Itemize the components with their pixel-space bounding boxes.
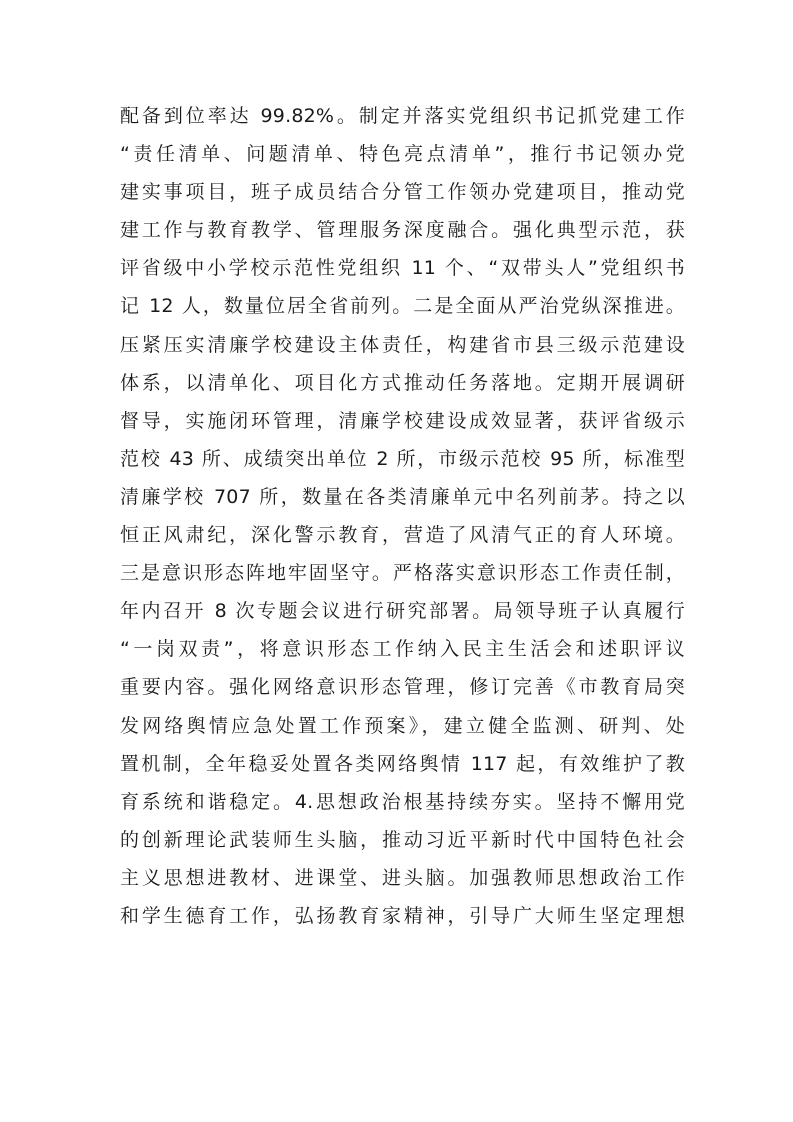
text-line-19: 育系统和谐稳定。4.思想政治根基持续夯实。坚持不懈用党	[120, 790, 685, 813]
text-line-17: 发网络舆情应急处置工作预案》，建立健全监测、研判、处	[120, 714, 685, 737]
text-line-5: 评省级中小学校示范性党组织 11 个、“双带头人”党组织书	[120, 257, 685, 280]
text-line-18: 置机制，全年稳妥处置各类网络舆情 117 起，有效维护了教	[120, 752, 685, 775]
text-line-2: “责任清单、问题清单、特色亮点清单”，推行书记领办党	[120, 143, 685, 166]
text-line-6: 记 12 人，数量位居全省前列。二是全面从严治党纵深推进。	[120, 295, 685, 318]
text-line-14: 年内召开 8 次专题会议进行研究部署。局领导班子认真履行	[120, 600, 685, 623]
body-text	[120, 97, 685, 935]
text-line-22: 和学生德育工作，弘扬教育家精神，引导广大师生坚定理想	[120, 904, 685, 927]
text-line-16: 重要内容。强化网络意识形态管理，修订完善《市教育局突	[120, 676, 685, 699]
text-line-20: 的创新理论武装师生头脑，推动习近平新时代中国特色社会	[120, 828, 685, 851]
text-line-4: 建工作与教育教学、管理服务深度融合。强化典型示范，获	[120, 219, 685, 242]
text-line-10: 范校 43 所、成绩突出单位 2 所，市级示范校 95 所，标准型	[120, 447, 685, 470]
text-line-12: 恒正风肃纪，深化警示教育，营造了风清气正的育人环境。	[120, 524, 685, 547]
text-line-21: 主义思想进教材、进课堂、进头脑。加强教师思想政治工作	[120, 866, 685, 889]
text-line-8: 体系，以清单化、项目化方式推动任务落地。定期开展调研	[120, 371, 685, 394]
text-line-3: 建实事项目，班子成员结合分管工作领办党建项目，推动党	[120, 181, 685, 204]
text-line-1: 配备到位率达 99.82%。制定并落实党组织书记抓党建工作	[120, 105, 685, 127]
text-line-13: 三是意识形态阵地牢固坚守。严格落实意识形态工作责任制，	[120, 562, 685, 585]
text-line-11: 清廉学校 707 所，数量在各类清廉单元中名列前茅。持之以	[120, 485, 685, 508]
text-line-9: 督导，实施闭环管理，清廉学校建设成效显著，获评省级示	[120, 409, 685, 432]
text-line-15: “一岗双责”，将意识形态工作纳入民主生活会和述职评议	[120, 638, 685, 661]
text-line-7: 压紧压实清廉学校建设主体责任，构建省市县三级示范建设	[120, 333, 685, 356]
